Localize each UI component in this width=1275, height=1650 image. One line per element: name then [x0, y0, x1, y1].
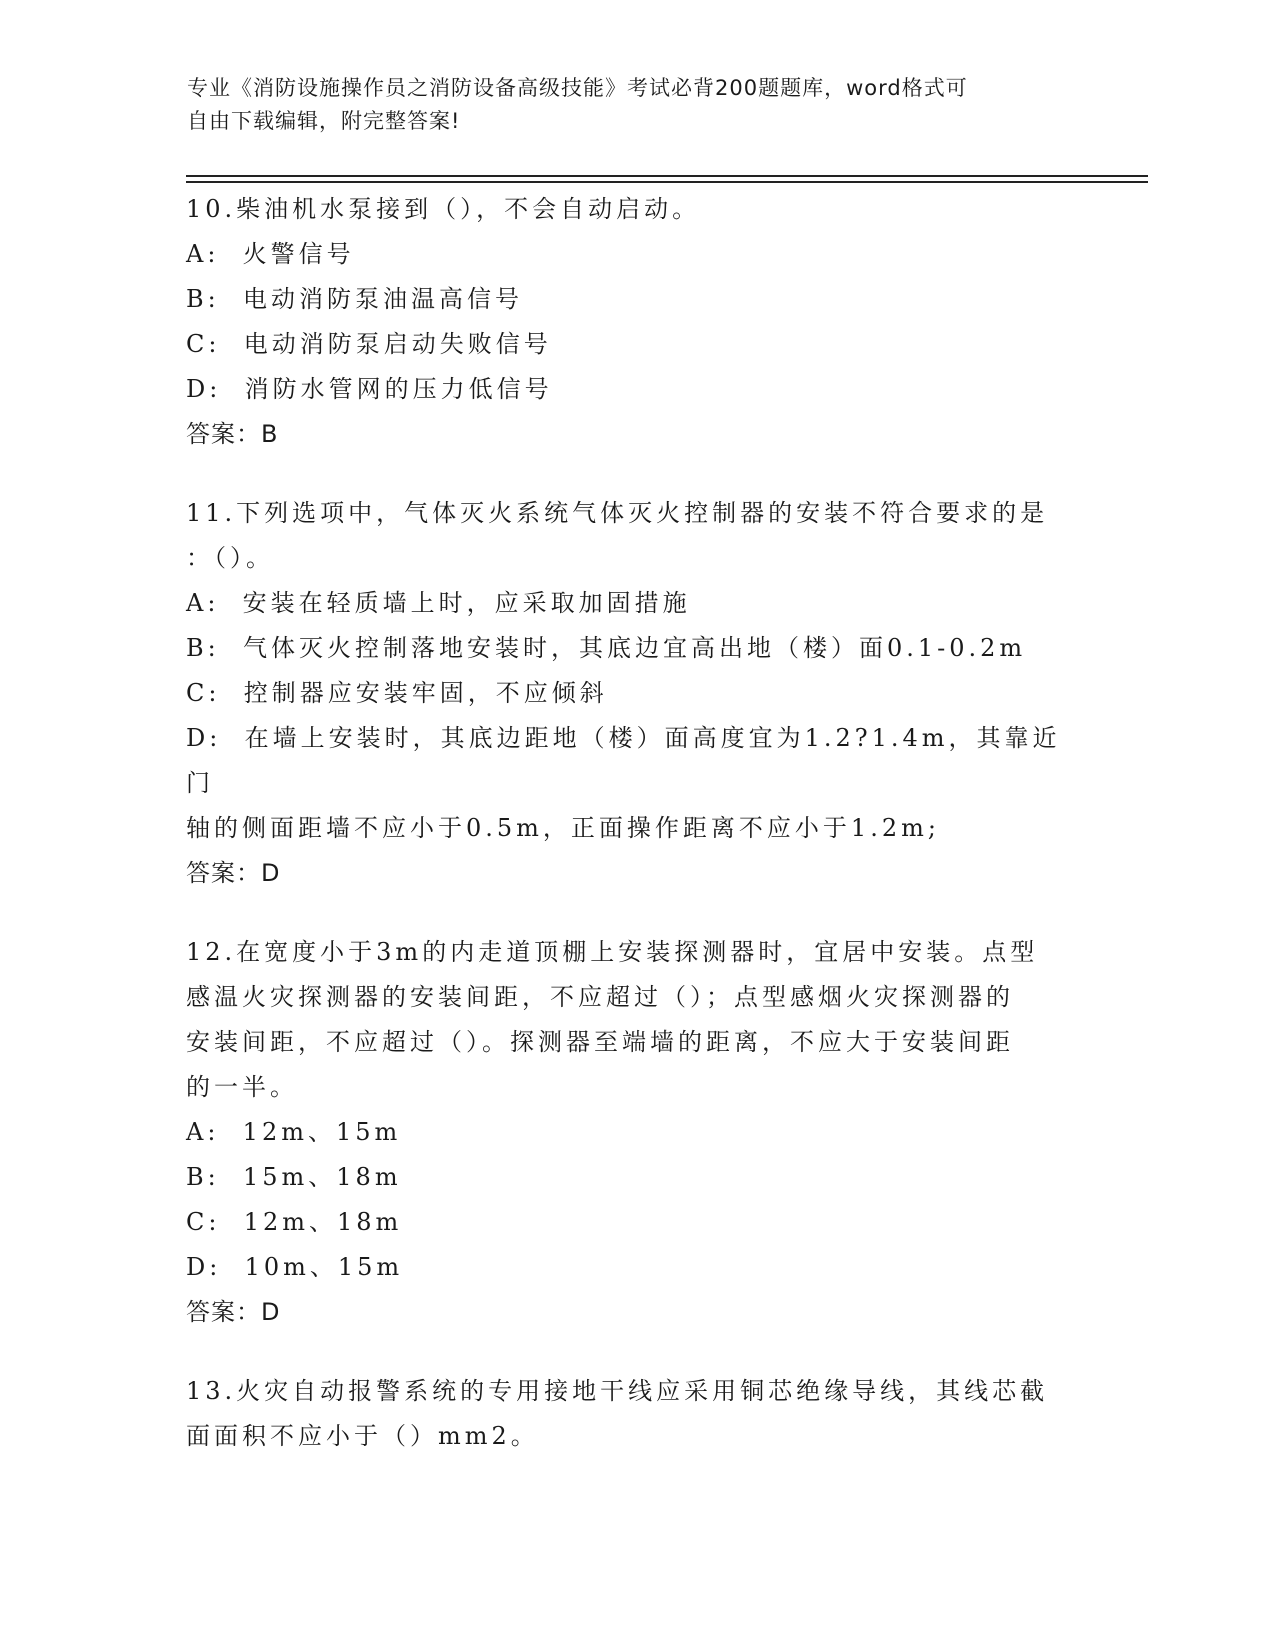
question-block	[186, 187, 1076, 457]
question-text-line: 10.柴油机水泵接到（），不会自动启动。	[186, 195, 701, 223]
answer-label: 答案：D	[186, 1298, 281, 1326]
option-line: 轴的侧面距墙不应小于0.5m，正面操作距离不应小于1.2m;	[186, 814, 940, 842]
question-list	[186, 187, 1076, 1493]
option-line: A: 12m、15m	[186, 1118, 402, 1146]
answer-label: 答案：D	[186, 859, 281, 887]
option-line: B: 气体灭火控制落地安装时，其底边宜高出地（楼）面0.1-0.2m	[186, 634, 1027, 662]
option-line: A: 火警信号	[186, 240, 355, 268]
option-line: A: 安装在轻质墙上时，应采取加固措施	[186, 589, 691, 617]
question-text-line: 13.火灾自动报警系统的专用接地干线应采用铜芯绝缘导线，其线芯截	[186, 1377, 1049, 1405]
option-line: C: 12m、18m	[186, 1208, 403, 1236]
question-text-line: 的一半。	[186, 1073, 298, 1101]
question-block	[186, 930, 1076, 1335]
option-line: B: 电动消防泵油温高信号	[186, 285, 523, 313]
header-divider-top	[186, 175, 1148, 177]
question-text-line: 安装间距，不应超过（）。探测器至端墙的距离，不应大于安装间距	[186, 1028, 1014, 1056]
header-title-line-1: 专业《消防设施操作员之消防设备高级技能》考试必背200题题库，word格式可	[187, 76, 968, 100]
option-line: C: 电动消防泵启动失败信号	[186, 330, 552, 358]
question-text-line: 11.下列选项中，气体灭火系统气体灭火控制器的安装不符合要求的是	[186, 499, 1049, 527]
option-line: C: 控制器应安装牢固，不应倾斜	[186, 679, 608, 707]
option-line: B: 15m、18m	[186, 1163, 402, 1191]
question-text-line: 面面积不应小于（）mm2。	[186, 1422, 539, 1450]
question-text-line: 感温火灾探测器的安装间距，不应超过（）；点型感烟火灾探测器的	[186, 983, 1014, 1011]
question-text-line: 12.在宽度小于3m的内走道顶棚上安装探测器时，宜居中安装。点型	[186, 938, 1039, 966]
question-block	[186, 1369, 1076, 1459]
document-header	[187, 72, 1067, 138]
question-text-line: ：（）。	[186, 544, 274, 572]
header-divider-bottom	[186, 181, 1148, 183]
option-line: D: 10m、15m	[186, 1253, 404, 1281]
option-line: D: 消防水管网的压力低信号	[186, 375, 553, 403]
answer-label: 答案：B	[186, 420, 279, 448]
option-line: D: 在墙上安装时，其底边距地（楼）面高度宜为1.2?1.4m，其靠近门	[186, 724, 1061, 797]
header-title-line-2: 自由下载编辑，附完整答案!	[187, 109, 461, 133]
question-block	[186, 491, 1076, 896]
